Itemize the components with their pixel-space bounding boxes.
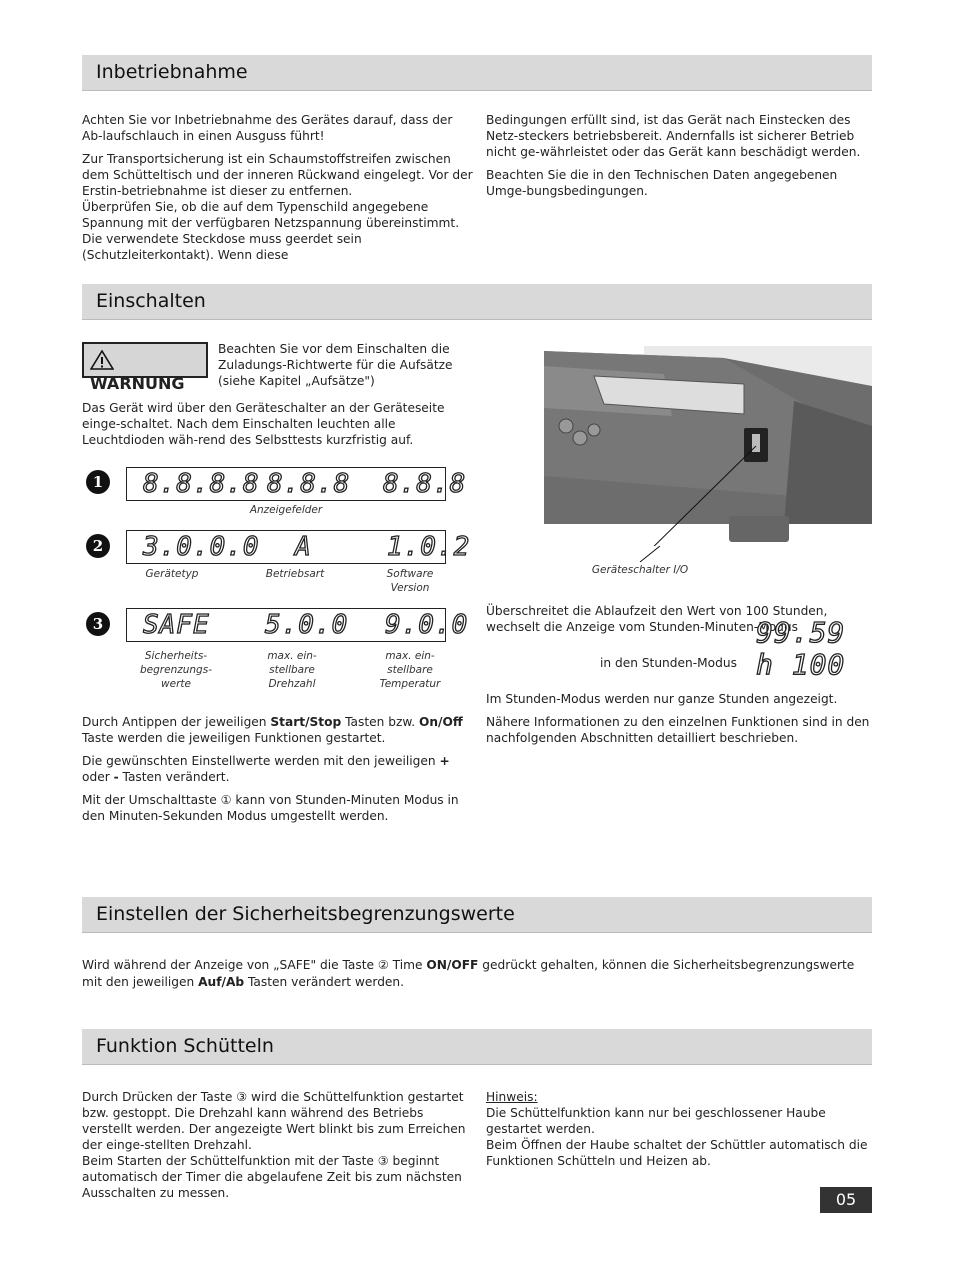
display-segment: 9.0.0 xyxy=(385,610,469,640)
einschalten-bottom-text xyxy=(82,714,474,831)
caption-anzeigefelder: Anzeigefelder xyxy=(249,504,323,516)
hour-minute-display: 99.59 xyxy=(756,616,846,649)
display-segment: 3.0.0.0 xyxy=(143,532,260,562)
display-segment: 8.8.8.8 xyxy=(143,469,260,499)
paragraph: Beim Öffnen der Haube schaltet der Schüttler automatisch die Funktionen Schütteln und Heizen ab. xyxy=(486,1138,868,1168)
section-title-einschalten: Einschalten xyxy=(82,284,872,320)
display-panel-1 xyxy=(126,467,467,501)
paragraph: Zur Transportsicherung ist ein Schaumstoffstreifen zwischen dem Schütteltisch und der inneren Rückwand eingelegt. Vor der Erstin-betriebnahme ist dieser zu entfernen. xyxy=(82,152,473,198)
caption-max-temperatur: max. ein-stellbare Temperatur xyxy=(379,650,441,690)
display-segment: 8.8.8 xyxy=(267,469,351,499)
inbetriebnahme-right-text xyxy=(486,112,872,206)
display-segment: 1.0.2 xyxy=(387,532,471,562)
hour-display: h 100 xyxy=(756,648,846,681)
schuetteln-hint xyxy=(486,1089,874,1176)
display-segment: SAFE xyxy=(143,610,210,640)
paragraph: Beachten Sie die in den Technischen Daten angegebenen Umge-bungsbedingungen. xyxy=(486,168,838,198)
paragraph: Bedingungen erfüllt sind, ist das Gerät nach Einstecken des Netz-steckers betriebsbereit. Andernfalls ist sicherer Betrieb nicht ge-währleistet oder das Gerät kann beschädigt werden. xyxy=(486,113,861,159)
einschalten-right-text-3 xyxy=(486,691,874,753)
paragraph: Achten Sie vor Inbetriebnahme des Gerätes darauf, dass der Ab-laufschlauch in einen Ausguss führt! xyxy=(82,113,453,143)
hint-label: Hinweis: xyxy=(486,1090,538,1104)
section-title-schuetteln: Funktion Schütteln xyxy=(82,1029,872,1065)
schuetteln-left-text xyxy=(82,1089,474,1208)
paragraph: Im Stunden-Modus werden nur ganze Stunden angezeigt. xyxy=(486,692,838,706)
display-panel-2 xyxy=(126,530,471,564)
display-panel-3 xyxy=(126,608,469,642)
warning-triangle-icon xyxy=(90,350,114,374)
inbetriebnahme-left-text xyxy=(82,112,474,270)
display-segment: 5.0.0 xyxy=(265,610,349,640)
device-photo xyxy=(544,346,872,546)
caption-geraeteschalter: Geräteschalter I/O xyxy=(591,564,689,576)
warning-label: WARNUNG xyxy=(90,374,185,393)
einschalten-right-text-1: Überschreitet die Ablaufzeit den Wert von 100 Stunden, wechselt die Anzeige vom Stunden-Minuten-Modus xyxy=(486,604,828,634)
warning-text: Beachten Sie vor dem Einschalten die Zuladungs-Richtwerte für die Aufsätze (siehe Kapitel „Aufsätze") xyxy=(218,342,453,388)
paragraph: Die Schüttelfunktion kann nur bei geschlossener Haube gestartet werden. xyxy=(486,1106,826,1136)
einschalten-right-text-2: in den Stunden-Modus xyxy=(600,656,737,670)
sicherheit-text: Wird während der Anzeige von „SAFE" die Taste ② Time ON/OFF gedrückt gehalten, können die Sicherheitsbegrenzungswerte mit den jeweiligen Auf/Ab Tasten verändert werden. xyxy=(82,958,855,989)
warning-badge xyxy=(82,342,208,393)
leader-line xyxy=(636,546,666,564)
step-number-2: 2 xyxy=(86,534,110,558)
paragraph: Beim Starten der Schüttelfunktion mit der Taste ③ beginnt automatisch der Timer die abgelaufene Zeit bis zum nächsten Ausschalten zu messen. xyxy=(82,1154,462,1200)
page-number: 05 xyxy=(820,1187,872,1213)
paragraph-umschalttaste: Mit der Umschalttaste ① kann von Stunden-Minuten Modus in den Minuten-Sekunden Modus umgestellt werden. xyxy=(82,793,459,823)
display-segment: 8.8.8 xyxy=(383,469,467,499)
section-title-inbetriebnahme: Inbetriebnahme xyxy=(82,55,872,91)
paragraph: Nähere Informationen zu den einzelnen Funktionen sind in den nachfolgenden Abschnitten detailliert beschrieben. xyxy=(486,715,870,745)
caption-sicherheitsbegrenzungswerte: Sicherheits-begrenzungs-werte xyxy=(140,650,212,690)
caption-software-version: Software Version xyxy=(386,568,434,594)
caption-betriebsart: Betriebsart xyxy=(265,568,325,580)
display-segment: A xyxy=(295,532,312,562)
caption-max-drehzahl: max. ein-stellbare Drehzahl xyxy=(267,650,317,690)
einschalten-intro: Das Gerät wird über den Geräteschalter an der Geräteseite einge-schaltet. Nach dem Einschalten leuchten alle Leuchtdioden wäh-rend des Selbsttests kurzfristig auf. xyxy=(82,401,445,447)
step-number-1: 1 xyxy=(86,470,110,494)
paragraph: Überprüfen Sie, ob die auf dem Typenschild angegebene Spannung mit der verfügbaren Netzspannung übereinstimmt. Die verwendete Steckdose muss geerdet sein (Schutzleiterkontakt). Wenn diese xyxy=(82,200,460,262)
paragraph: Durch Drücken der Taste ③ wird die Schüttelfunktion gestartet bzw. gestoppt. Die Drehzahl kann während des Betriebs verstellt werden. Der angezeigte Wert blinkt bis zum Erreichen der einge-stellten Drehzahl. xyxy=(82,1090,466,1152)
paragraph-plus-minus: Die gewünschten Einstellwerte werden mit den jeweiligen + oder - Tasten verändert. xyxy=(82,754,450,784)
caption-geraetetyp: Gerätetyp xyxy=(145,568,199,580)
step-number-3: 3 xyxy=(86,612,110,636)
section-title-sicherheit: Einstellen der Sicherheitsbegrenzungswerte xyxy=(82,897,872,933)
paragraph-start-stop: Durch Antippen der jeweiligen Start/Stop Tasten bzw. On/Off Taste werden die jeweiligen Funktionen gestartet. xyxy=(82,715,463,745)
